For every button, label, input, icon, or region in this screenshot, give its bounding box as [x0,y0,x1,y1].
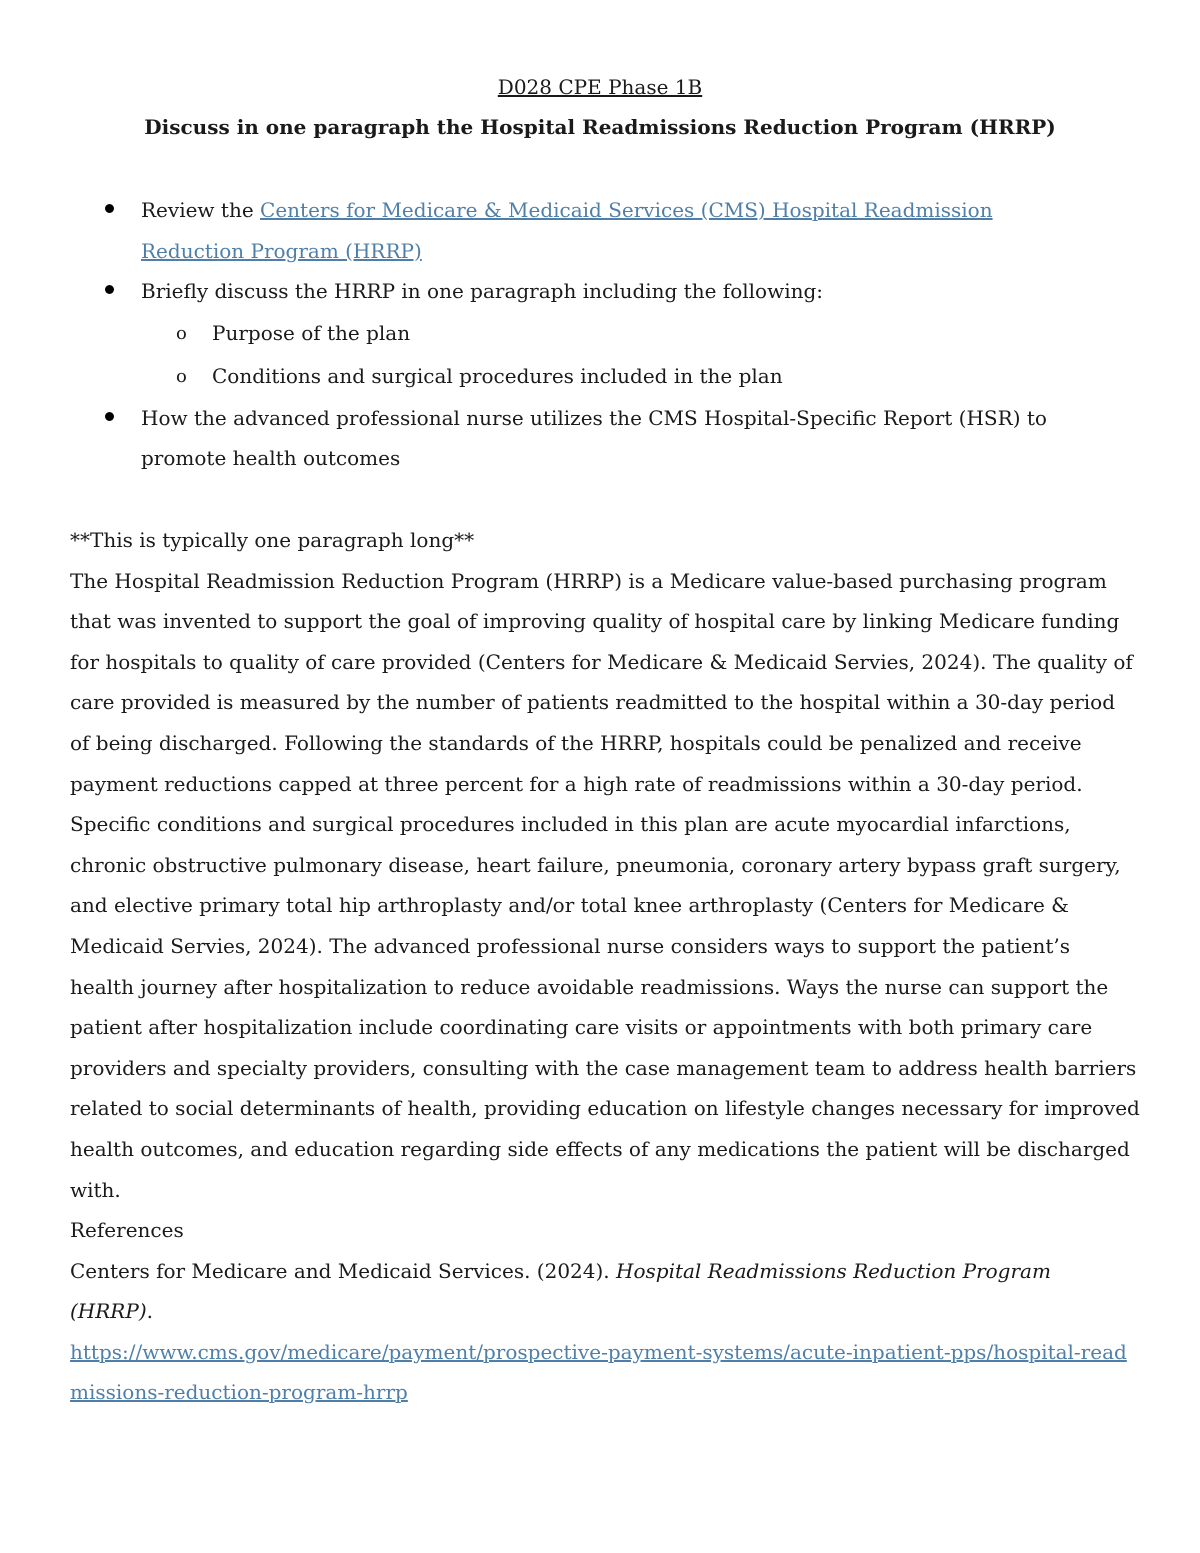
reference-url-link[interactable]: https://www.cms.gov/medicare/payment/prospective-payment-systems/acute-inpatient-pps/hospital-readmissions-reduction-program-hrrp [70,1339,1127,1405]
instruction-subitem-purpose [0,312,1200,355]
bullet-icon [105,412,114,421]
instruction-item-review [0,190,1200,271]
response-section [70,520,1140,1413]
document-title: D028 CPE Phase 1B [497,75,703,99]
subitem-conditions-text: Conditions and surgical procedures included in the plan [212,363,783,388]
instruction-hsr-text: How the advanced professional nurse utilizes the CMS Hospital-Specific Report (HSR) to promote health outcomes [141,405,1047,470]
instruction-item-hsr [0,398,1200,479]
instruction-subitem-conditions [0,355,1200,398]
reference-title: Hospital Readmissions Reduction Program (HRRP) [70,1258,1051,1324]
response-paragraph: The Hospital Readmission Reduction Program (HRRP) is a Medicare value-based purchasing program that was invented to support the goal of improving quality of hospital care by linking Medicare funding for hospitals to quality of care provided (Centers for Medicare & Medicaid Servies, 2024). The quality of care provided is measured by the number of patients readmitted to the hospital within a 30-day period of being discharged. Following the standards of the HRRP, hospitals could be penalized and receive payment reductions capped at three percent for a high rate of readmissions within a 30-day period. Specific conditions and surgical procedures included in this plan are acute myocardial infarctions, chronic obstructive pulmonary disease, heart failure, pneumonia, coronary artery bypass graft surgery, and elective primary total hip arthroplasty and/or total knee arthroplasty (Centers for Medicare & Medicaid Servies, 2024). The advanced professional nurse considers ways to support the patient’s health journey after hospitalization to reduce avoidable readmissions. Ways the nurse can support the patient after hospitalization include coordinating care visits or appointments with both primary care providers and specialty providers, consulting with the case management team to address health barriers related to social determinants of health, providing education on lifestyle changes necessary for improved health outcomes, and education regarding side effects of any medications the patient will be discharged with. [70,568,1140,1202]
document-heading: Discuss in one paragraph the Hospital Readmissions Reduction Program (HRRP) [144,115,1056,139]
reference-period: . [146,1299,153,1324]
reference-author: Centers for Medicare and Medicaid Services. (2024). [70,1258,617,1283]
length-note: **This is typically one paragraph long** [70,528,475,552]
instruction-discuss-text: Briefly discuss the HRRP in one paragraph including the following: [141,279,824,303]
circle-bullet-icon: o [176,322,187,344]
circle-bullet-icon: o [176,365,187,387]
subitem-purpose-text: Purpose of the plan [212,320,411,345]
references-heading: References [70,1218,184,1243]
bullet-icon [105,204,114,213]
instruction-item-discuss [0,271,1200,312]
bullet-icon [105,285,114,294]
reference-entry [70,1251,1140,1413]
cms-hrrp-link[interactable]: Centers for Medicare & Medicaid Services (CMS) Hospital Readmission Reduction Program (HRRP) [141,198,993,263]
instruction-review-prefix: Review the [141,198,261,222]
instruction-list [0,190,1200,479]
